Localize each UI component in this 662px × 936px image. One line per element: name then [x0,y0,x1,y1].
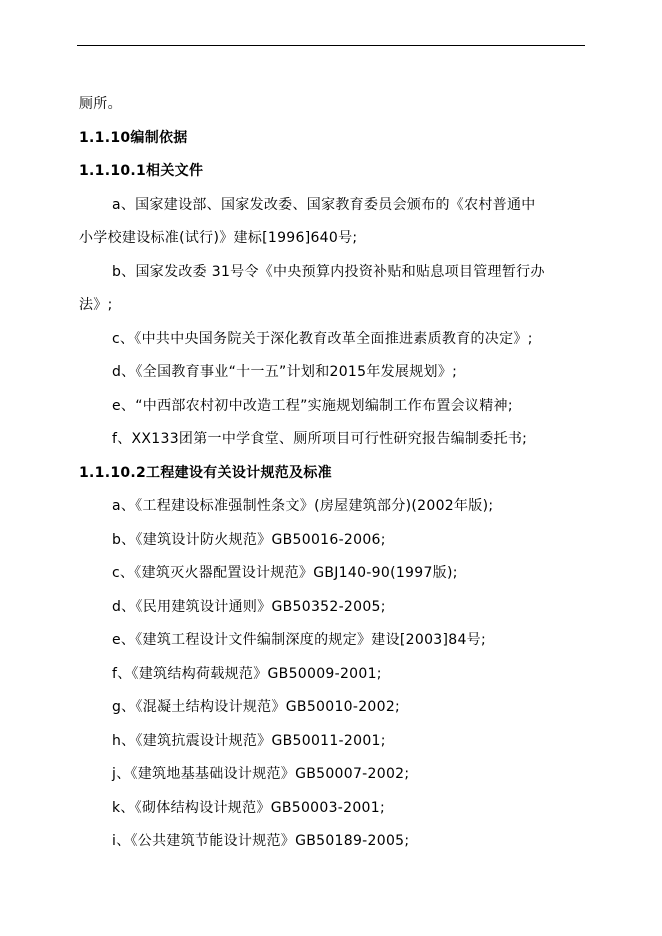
section-heading: 1.1.10编制依据 [79,129,188,146]
body-line: c、《建筑灭火器配置设计规范》GBJ140-90(1997版); [112,565,458,581]
body-line: h、《建筑抗震设计规范》GB50011-2001; [112,732,386,749]
body-line: e、“中西部农村初中改造工程”实施规划编制工作布置会议精神; [112,397,513,414]
section-heading: 1.1.10.2工程建设有关设计规范及标准 [79,464,332,481]
body-line: b、国家发改委 31号令《中央预算内投资补贴和贴息项目管理暂行办 [112,263,545,280]
body-line: j、《建筑地基基础设计规范》GB50007-2002; [112,766,410,782]
document-body [79,88,585,859]
body-line: a、《工程建设标准强制性条文》(房屋建筑部分)(2002年版); [112,498,494,514]
section-heading: 1.1.10.1相关文件 [79,163,204,179]
body-line: 小学校建设标准(试行)》建标[1996]640号; [79,230,358,246]
body-line: k、《砌体结构设计规范》GB50003-2001; [112,799,385,816]
body-line: i、《公共建筑节能设计规范》GB50189-2005; [112,833,410,849]
body-line: e、《建筑工程设计文件编制深度的规定》建设[2003]84号; [112,632,486,648]
body-line: g、《混凝土结构设计规范》GB50010-2002; [112,699,401,715]
header-rule [77,45,585,46]
body-line: d、《全国教育事业“十一五”计划和2015年发展规划》; [112,364,458,380]
body-line: 厕所。 [79,96,122,112]
body-line: d、《民用建筑设计通则》GB50352-2005; [112,598,386,615]
body-line: b、《建筑设计防火规范》GB50016-2006; [112,531,386,548]
body-line: a、国家建设部、国家发改委、国家教育委员会颁布的《农村普通中 [112,196,536,213]
body-line: 法》; [79,297,113,313]
body-line: f、XX133团第一中学食堂、厕所项目可行性研究报告编制委托书; [112,431,528,447]
body-line: f、《建筑结构荷载规范》GB50009-2001; [112,665,382,682]
body-line: c、《中共中央国务院关于深化教育改革全面推进素质教育的决定》; [112,330,533,347]
